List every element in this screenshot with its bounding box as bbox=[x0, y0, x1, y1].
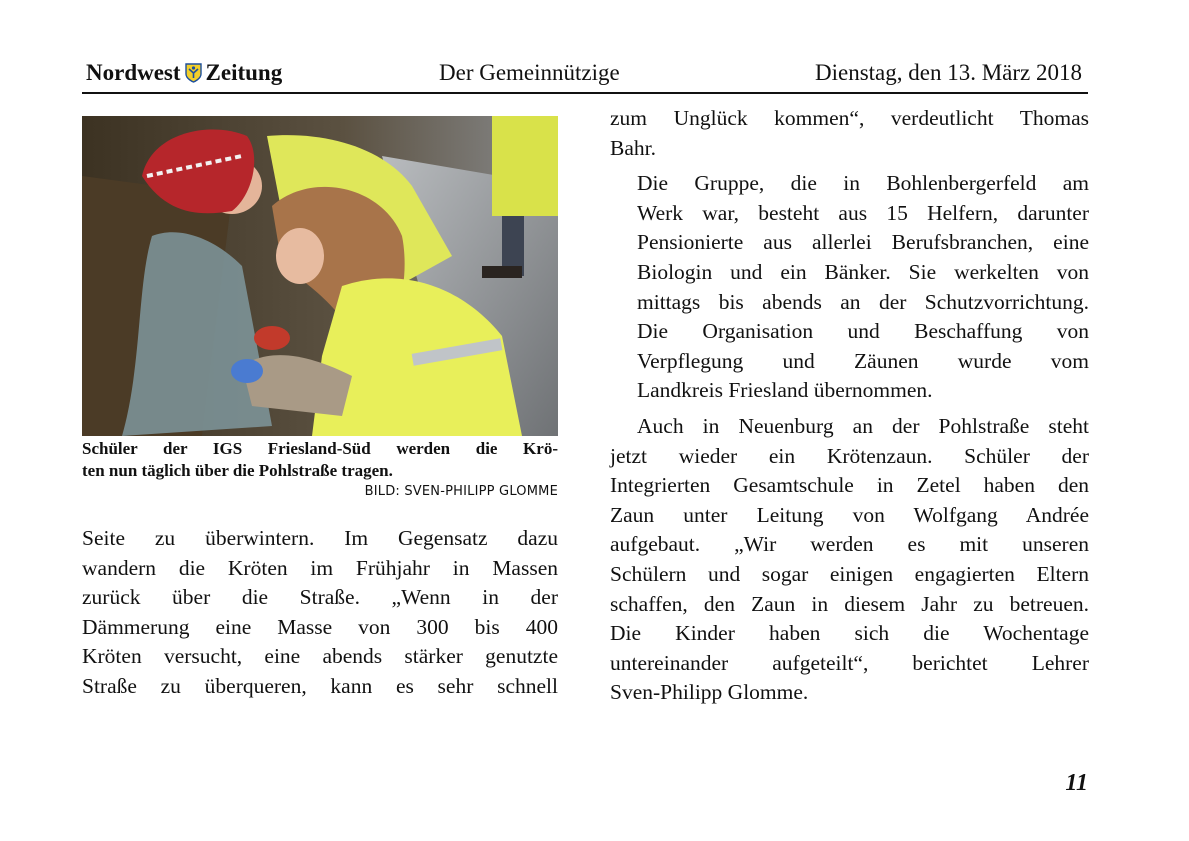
photo-caption bbox=[82, 438, 558, 482]
text-line: Schülern und sogar einigen engagierten Eltern bbox=[610, 561, 1089, 586]
caption-line: ten nun täglich über die Pohlstraße tragen. bbox=[82, 461, 393, 480]
issue-date: Dienstag, den 13. März 2018 bbox=[815, 60, 1082, 85]
text-line: aufgebaut. „Wir werden es mit unseren bbox=[610, 532, 1089, 557]
text-line: zurück über die Straße. „Wenn in der bbox=[82, 585, 558, 610]
text-line: Landkreis Friesland übernommen. bbox=[637, 378, 933, 403]
paragraph bbox=[82, 524, 558, 702]
coat-of-arms-icon bbox=[185, 63, 202, 83]
masthead bbox=[86, 60, 282, 86]
caption-line: Schüler der IGS Friesland-Süd werden die Krö- bbox=[82, 439, 558, 458]
text-line: Auch in Neuenburg an der Pohlstraße steht bbox=[637, 413, 1089, 438]
paragraph bbox=[610, 104, 1089, 163]
text-line: Verpflegung und Zäunen wurde vom bbox=[637, 348, 1089, 373]
masthead-right: Zeitung bbox=[205, 60, 283, 85]
text-line: schaffen, den Zaun in diesem Jahr zu betreuen. bbox=[610, 591, 1089, 616]
text-line: Biologin und ein Bänker. Sie werkelten von bbox=[637, 259, 1089, 284]
left-column bbox=[82, 524, 558, 702]
text-line: untereinander aufgeteilt“, berichtet Lehrer bbox=[610, 650, 1089, 675]
masthead-left: Nordwest bbox=[86, 60, 181, 85]
section-title: Der Gemeinnützige bbox=[439, 60, 620, 85]
text-line: zum Unglück kommen“, verdeutlicht Thomas bbox=[610, 106, 1089, 130]
right-column bbox=[610, 104, 1089, 708]
article-photo bbox=[82, 116, 558, 436]
photo-credit: BILD: SVEN-PHILIPP GLOMME bbox=[364, 484, 558, 499]
text-line: Zaun unter Leitung von Wolfgang Andrée bbox=[610, 502, 1089, 527]
page-header bbox=[82, 56, 1088, 94]
page-number: 11 bbox=[1065, 770, 1088, 796]
paragraph bbox=[610, 169, 1089, 406]
text-line: Straße zu überqueren, kann es sehr schnell bbox=[82, 673, 558, 698]
text-line: Die Kinder haben sich die Wochentage bbox=[610, 621, 1089, 646]
text-line: mittags bis abends an der Schutzvorrichtung. bbox=[637, 289, 1089, 314]
paragraph bbox=[610, 412, 1089, 708]
text-line: Seite zu überwintern. Im Gegensatz dazu bbox=[82, 526, 558, 550]
text-line: Bahr. bbox=[610, 135, 656, 160]
text-line: Integrierten Gesamtschule in Zetel haben den bbox=[610, 473, 1089, 498]
text-line: Werk war, besteht aus 15 Helfern, darunter bbox=[637, 200, 1089, 225]
text-line: jetzt wieder ein Krötenzaun. Schüler der bbox=[610, 443, 1089, 468]
text-line: Sven-Philipp Glomme. bbox=[610, 680, 809, 705]
text-line: wandern die Kröten im Frühjahr in Massen bbox=[82, 555, 558, 580]
text-line: Die Gruppe, die in Bohlenbergerfeld am bbox=[637, 171, 1089, 196]
text-line: Die Organisation und Beschaffung von bbox=[637, 319, 1089, 344]
text-line: Kröten versucht, eine abends stärker genutzte bbox=[82, 644, 558, 669]
text-line: Pensionierte aus allerlei Berufsbranchen, eine bbox=[637, 230, 1089, 255]
text-line: Dämmerung eine Masse von 300 bis 400 bbox=[82, 614, 558, 639]
